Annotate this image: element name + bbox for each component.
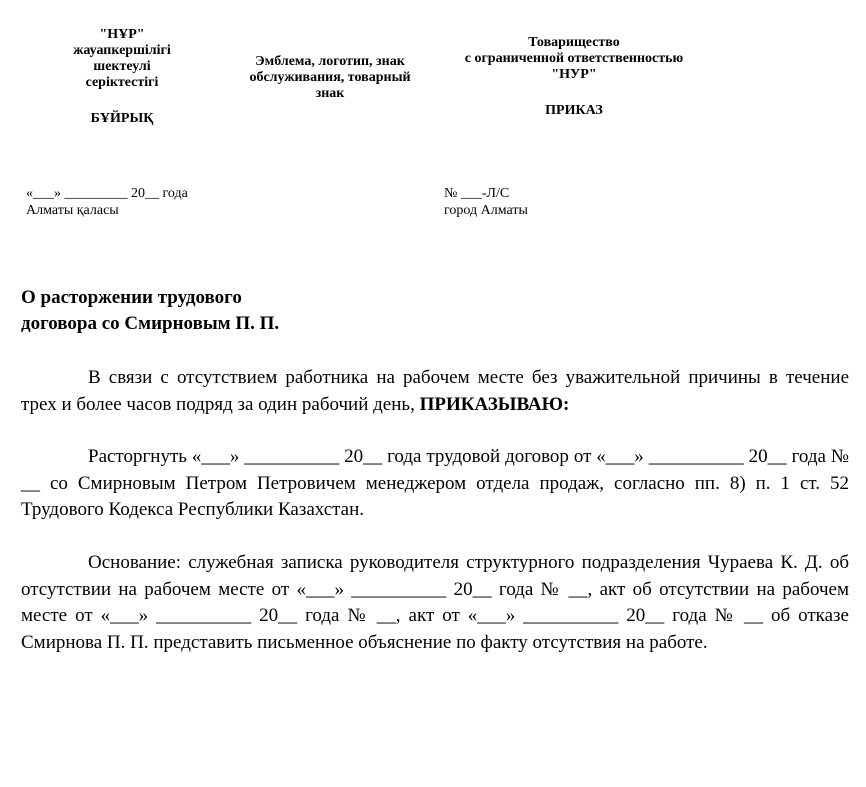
org-name-ru-line: "НУР" bbox=[551, 67, 597, 82]
emblem-placeholder bbox=[230, 54, 430, 102]
order-number: № ___-Л/С bbox=[444, 186, 510, 201]
preamble-text: В связи с отсутствием работника на рабочем месте без уважительной причины в течение трех и более часов подряд за один рабочий день, bbox=[21, 367, 849, 415]
header-right-block bbox=[440, 35, 708, 119]
title-line-1: О расторжении трудового bbox=[21, 287, 242, 308]
document-title bbox=[21, 285, 279, 337]
org-name-kz-line: серіктестігі bbox=[85, 75, 159, 90]
header-left-block bbox=[58, 27, 186, 127]
emblem-placeholder-line: обслуживания, товарный bbox=[249, 70, 411, 85]
org-name-ru-line: Товарищество bbox=[528, 35, 620, 50]
city-kz: Алматы қаласы bbox=[26, 203, 119, 218]
basis-paragraph: Основание: служебная записка руководителя структурного подразделения Чураева К. Д. об отсутствии на рабочем месте от «___» __________ 20__ года № __, акт об отсутствии на рабочем месте от «___» __________ 20__ года № __, акт от «___» __________ 20__ года № __ об отказе Смирнова П. П. представить письменное объяснение по факту отсутствия на работе. bbox=[21, 551, 849, 653]
org-name-ru-line: с ограниченной ответственностью bbox=[464, 51, 684, 66]
doc-type-kz: БҰЙРЫҚ bbox=[90, 111, 154, 126]
city-ru: город Алматы bbox=[444, 203, 528, 218]
title-line-2: договора со Смирновым П. П. bbox=[21, 313, 280, 334]
emblem-placeholder-line: Эмблема, логотип, знак bbox=[255, 54, 405, 69]
date-block bbox=[26, 185, 188, 219]
date-line: «___» _________ 20__ года bbox=[26, 186, 188, 201]
document-body bbox=[21, 365, 849, 656]
number-block bbox=[444, 185, 528, 219]
doc-type-ru: ПРИКАЗ bbox=[545, 103, 603, 118]
order-keyword: ПРИКАЗЫВАЮ: bbox=[419, 393, 570, 415]
org-name-kz-line: шектеулі bbox=[93, 59, 151, 74]
org-name-kz-line: жауапкершілігі bbox=[73, 43, 171, 58]
emblem-placeholder-line: знак bbox=[315, 86, 345, 101]
order-paragraph: Расторгнуть «___» __________ 20__ года трудовой договор от «___» __________ 20__ года № __ со Смирновым Петром Петровичем менеджером отдела продаж, согласно пп. 8) п. 1 ст. 52 Трудового Кодекса Республики Казахстан. bbox=[21, 446, 849, 521]
org-name-kz-line: "НҰР" bbox=[99, 27, 145, 42]
preamble-paragraph bbox=[21, 365, 849, 418]
